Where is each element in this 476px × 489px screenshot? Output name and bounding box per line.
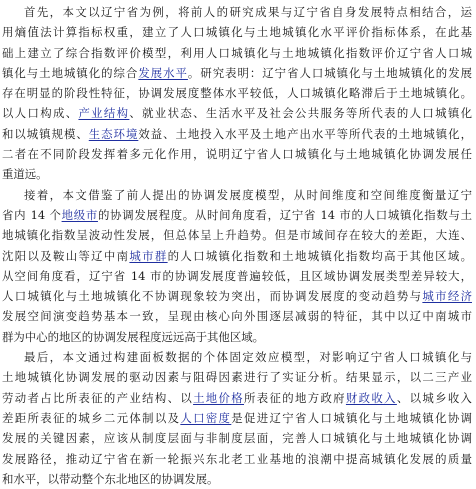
text-line bbox=[0, 2, 472, 22]
text-run: 地城镇化指数呈波动性发展，但总体呈上升趋势。但是市域间存在较大的差距，大连、 bbox=[2, 228, 472, 243]
text-run: 差距所表征的城乡二元体制以及 bbox=[2, 410, 181, 425]
text-line bbox=[0, 327, 472, 347]
keyword-link[interactable]: 地级市 bbox=[61, 207, 98, 222]
text-run: 的协调发展程度。从时间角度看，辽宁省 14 市的人口城镇化指数与土 bbox=[97, 207, 472, 222]
keyword-link[interactable]: 城市经济 bbox=[422, 289, 472, 304]
text-line bbox=[0, 103, 472, 123]
text-run: 接着，本文借鉴了前人提出的协调发展度模型，从时间维度和空间维度衡量辽宁 bbox=[24, 187, 472, 202]
text-line bbox=[0, 306, 472, 326]
text-line bbox=[0, 428, 472, 448]
text-run: 、就业状态、生活水平及社会公共服务等所代表的人口城镇化 bbox=[129, 106, 472, 121]
text-run: 最后，本文通过构建面板数据的个体固定效应模型，对影响辽宁省人口城镇化与 bbox=[24, 350, 472, 365]
text-run: 首先，本文以辽宁省为例，将前人的研究成果与辽宁省自身发展特点相结合，运 bbox=[24, 5, 472, 19]
text-run: 以人口构成、 bbox=[2, 106, 79, 121]
keyword-link[interactable]: 生态环境 bbox=[88, 126, 139, 141]
text-line bbox=[0, 449, 472, 469]
text-line bbox=[0, 469, 472, 489]
paragraph bbox=[0, 347, 476, 489]
text-run: 的人口城镇化指数和土地城镇化指数均高于其他区域。 bbox=[167, 248, 472, 263]
text-run: 和水平，以带动整个东北地区的协调发展。 bbox=[2, 471, 219, 486]
text-line bbox=[0, 347, 472, 367]
text-run: 沈阳以及鞍山等辽中南 bbox=[2, 248, 130, 263]
keyword-link[interactable]: 产业结构 bbox=[78, 106, 130, 121]
text-run: 人口城镇化与土地城镇化不协调现象较为突出，而协调发展度的变动趋势与 bbox=[2, 289, 423, 304]
text-run: 用熵值法计算指标权重，建立了人口城镇化与土地城镇化水平评价指标体系，在此基 bbox=[2, 25, 472, 40]
text-line bbox=[0, 164, 472, 184]
text-run: 、以城乡收入 bbox=[396, 390, 472, 405]
keyword-link[interactable]: 财政收入 bbox=[345, 390, 397, 405]
text-line bbox=[0, 225, 472, 245]
text-run: 重道远。 bbox=[2, 167, 48, 182]
document-body bbox=[0, 2, 476, 489]
text-line bbox=[0, 144, 472, 164]
text-run: 是促进辽宁省人口城镇化与土地城镇化协调 bbox=[231, 410, 472, 425]
text-run: 和以城镇规模、 bbox=[2, 126, 89, 141]
keyword-link[interactable]: 城市群 bbox=[129, 248, 168, 263]
text-line bbox=[0, 408, 472, 428]
text-line bbox=[0, 83, 472, 103]
text-run: 发展路径，推动辽宁省在新一轮振兴东北老工业基地的浪潮中提高城镇化发展的质量 bbox=[2, 451, 472, 466]
text-run: 从空间角度看，辽宁省 14 市的协调发展度普遍较低，且区域协调发展类型差异较大， bbox=[2, 268, 472, 283]
text-run: 所表征的地方政府 bbox=[244, 390, 346, 405]
paragraph bbox=[0, 185, 476, 347]
text-run: 群为中心的地区的协调发展程度远远高于其他区域。 bbox=[2, 329, 264, 344]
text-line bbox=[0, 22, 472, 42]
text-line bbox=[0, 246, 472, 266]
text-run: 土地城镇化协调发展的驱动因素与阻碍因素进行了实证分析。结果显示，以二三产业 bbox=[2, 370, 472, 385]
text-line bbox=[0, 124, 472, 144]
text-run: 劳动者占比所表征的产业结构、以 bbox=[2, 390, 194, 405]
text-run: 省内 14 个 bbox=[2, 207, 62, 222]
text-run: 发展空间演变趋势基本一致，呈现由核心向外围逐层减弱的特征，其中以辽中南城市 bbox=[2, 309, 472, 324]
text-line bbox=[0, 367, 472, 387]
text-line bbox=[0, 63, 472, 83]
text-line bbox=[0, 286, 472, 306]
keyword-link[interactable]: 土地价格 bbox=[193, 390, 245, 405]
text-run: 二者在不同阶段发挥着多元化作用，说明辽宁省人口城镇化与土地城镇化协调发展任 bbox=[2, 147, 472, 162]
text-run: 础上建立了综合指数评价模型，利用人口城镇化与土地城镇化指数评价辽宁省人口城 bbox=[2, 45, 472, 60]
text-line bbox=[0, 266, 472, 286]
keyword-link[interactable]: 发展水平 bbox=[138, 65, 188, 80]
paragraph bbox=[0, 2, 476, 185]
text-run: 镇化与土地城镇化的综合 bbox=[2, 65, 139, 80]
keyword-link[interactable]: 人口密度 bbox=[180, 410, 232, 425]
text-line bbox=[0, 388, 472, 408]
text-run: 。研究表明：辽宁省人口城镇化与土地城镇化的发展 bbox=[187, 65, 472, 80]
text-line bbox=[0, 185, 472, 205]
text-line bbox=[0, 205, 472, 225]
text-run: 存在明显的阶段性特征，协调发展度整体水平较低，人口城镇化略滞后于土地城镇化。 bbox=[2, 86, 472, 101]
text-run: 发展的关键因素，应该从制度层面与非制度层面，完善人口城镇化与土地城镇化协调 bbox=[2, 431, 472, 446]
text-line bbox=[0, 43, 472, 63]
text-run: 效益、土地投入水平及土地产出水平等所代表的土地城镇化， bbox=[138, 126, 472, 141]
